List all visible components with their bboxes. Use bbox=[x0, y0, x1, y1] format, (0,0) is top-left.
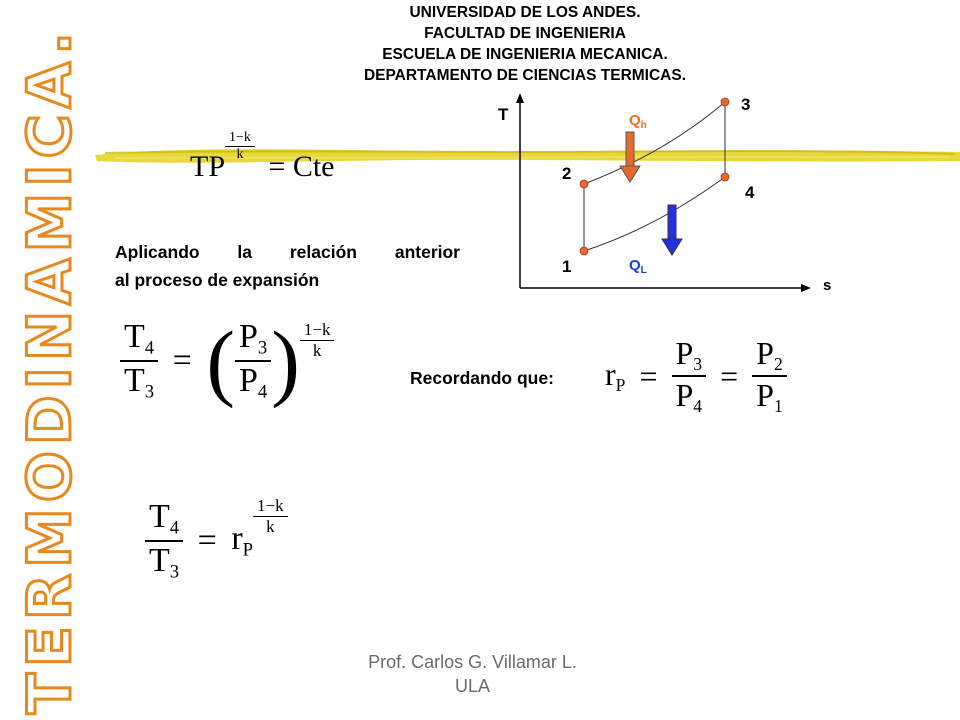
heat-in-arrow bbox=[620, 132, 640, 182]
state-point-3 bbox=[721, 98, 729, 106]
qh-label: $Q_h$ bbox=[629, 112, 647, 131]
state-label-3: 3 bbox=[741, 95, 751, 114]
eq3-fraction-p2-p1: $\frac{P_2}{P_1}$ bbox=[752, 335, 787, 417]
t-axis-label: T bbox=[498, 105, 509, 124]
eq1-rhs: = Cte bbox=[268, 150, 335, 183]
state-point-1 bbox=[580, 247, 588, 255]
paragraph-line-2: al proceso de expansión bbox=[115, 270, 320, 290]
equation-tp-constant bbox=[190, 128, 335, 184]
state-label-2: 2 bbox=[562, 164, 572, 183]
state-label-1: 1 bbox=[562, 257, 572, 276]
eq1-exponent-numerator: 1−k bbox=[225, 130, 255, 147]
footer-line-author: Prof. Carlos G. Villamar L. bbox=[368, 652, 577, 672]
eq4-temperature-fraction: $\frac{T_4}{T_3}$ bbox=[145, 498, 183, 583]
process-2-3 bbox=[584, 102, 725, 184]
process-4-1 bbox=[584, 177, 725, 251]
s-axis-label: s bbox=[823, 277, 832, 294]
eq4-exponent: $\frac{1-k}{k}$ bbox=[253, 496, 288, 537]
eq1-lhs: TP bbox=[190, 150, 226, 183]
state-label-4: 4 bbox=[745, 183, 755, 202]
s-axis-arrowhead bbox=[801, 284, 811, 292]
vertical-title: TERMODINAMICA. bbox=[15, 25, 85, 715]
equation-temperature-pressure-ratio: $\frac{T_4}{T_3}$ = ( $\frac{P_3}{P_4}$ ) $\frac{1-k}{k}$ bbox=[120, 318, 334, 404]
eq2-exponent: $\frac{1-k}{k}$ bbox=[300, 320, 335, 361]
ql-label: $Q_L$ bbox=[629, 257, 647, 276]
ts-diagram bbox=[495, 88, 855, 303]
equation-temperature-ratio-rp: $\frac{T_4}{T_3}$ = $r_P$ $\frac{1-k}{k}$ bbox=[145, 498, 288, 583]
recordando-label: Recordando que: bbox=[410, 368, 554, 388]
header-line-school: ESCUELA DE INGENIERIA MECANICA. bbox=[382, 46, 668, 63]
paragraph-line-1: Aplicando la relación anterior bbox=[115, 242, 460, 262]
equation-pressure-ratio: $r_P$ = $\frac{P_3}{P_4}$ = $\frac{P_2}{P_1}$ bbox=[605, 335, 787, 417]
eq1-exponent-denominator: k bbox=[236, 147, 244, 162]
institution-header bbox=[290, 2, 760, 86]
explanation-paragraph bbox=[115, 238, 460, 294]
footer-author bbox=[350, 650, 595, 698]
state-point-4 bbox=[721, 173, 729, 181]
header-line-department: DEPARTAMENTO DE CIENCIAS TERMICAS. bbox=[363, 67, 687, 84]
footer-line-institution: ULA bbox=[454, 676, 490, 696]
eq2-pressure-fraction: $\frac{P_3}{P_4}$ bbox=[235, 318, 271, 403]
eq3-fraction-p3-p4: $\frac{P_3}{P_4}$ bbox=[672, 335, 707, 417]
state-point-2 bbox=[580, 180, 588, 188]
header-line-university: UNIVERSIDAD DE LOS ANDES. bbox=[409, 4, 641, 21]
heat-out-arrow bbox=[662, 205, 682, 255]
eq2-temperature-fraction: $\frac{T_4}{T_3}$ bbox=[120, 318, 158, 403]
t-axis-arrowhead bbox=[516, 93, 524, 103]
header-line-faculty: FACULTAD DE INGENIERIA bbox=[424, 25, 626, 42]
